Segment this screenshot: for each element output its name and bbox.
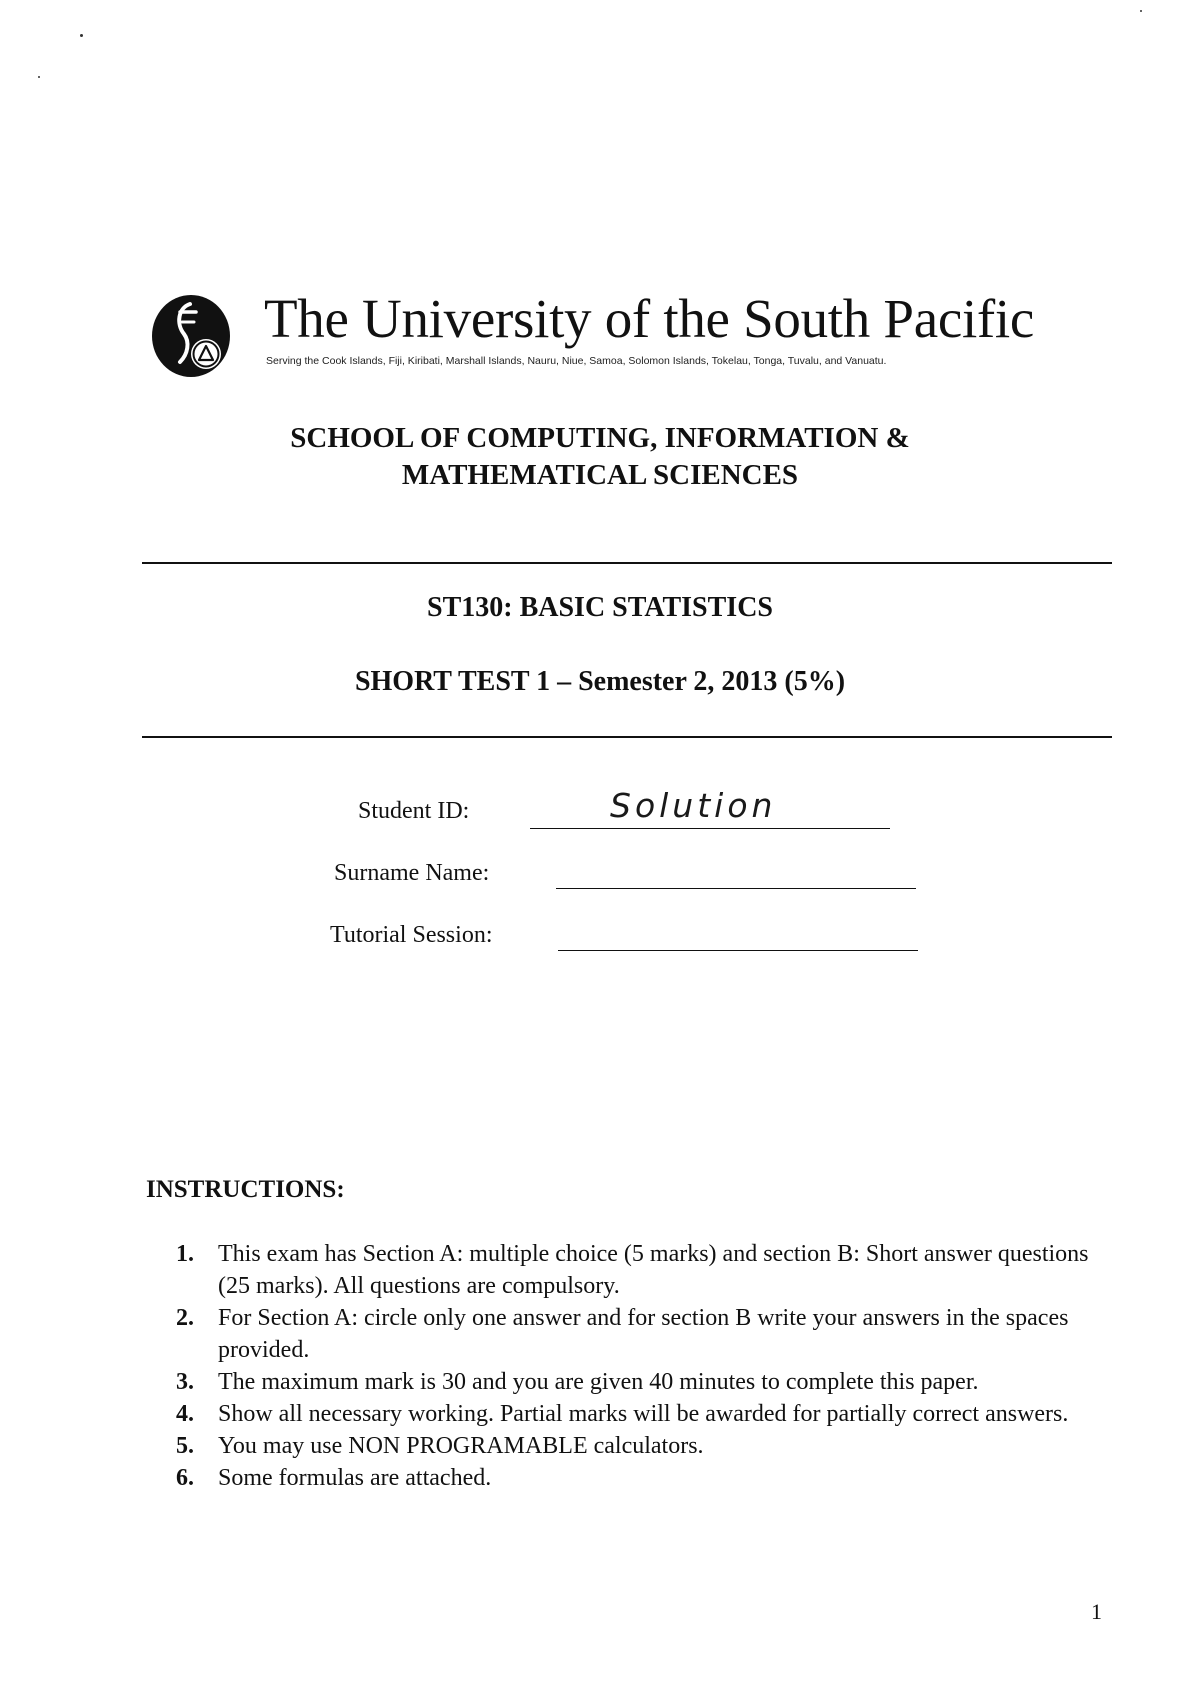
- school-name: [0, 420, 1200, 494]
- university-tagline: Serving the Cook Islands, Fiji, Kiribati, Marshall Islands, Nauru, Niue, Samoa, Solomon Islands, Tokelau, Tonga, Tuvalu, and Vanuatu.: [266, 355, 887, 367]
- tutorial-session-field[interactable]: [558, 950, 918, 951]
- instruction-number: 4.: [176, 1401, 194, 1427]
- instruction-text: For Section A: circle only one answer and for section B write your answers in the spaces provided.: [218, 1305, 1069, 1363]
- student-id-handwritten-value: [610, 786, 820, 830]
- scan-speck: [1140, 10, 1142, 12]
- instruction-number: 5.: [176, 1433, 194, 1459]
- university-header: [150, 288, 1035, 384]
- bottom-divider: [142, 736, 1112, 738]
- instruction-item: [176, 1238, 1106, 1302]
- instruction-text: The maximum mark is 30 and you are given 40 minutes to complete this paper.: [218, 1369, 979, 1395]
- tutorial-session-label: Tutorial Session:: [330, 922, 493, 948]
- instruction-text: Show all necessary working. Partial marks will be awarded for partially correct answers.: [218, 1401, 1069, 1427]
- instruction-number: 3.: [176, 1369, 194, 1395]
- instruction-text: Some formulas are attached.: [218, 1465, 492, 1491]
- instruction-number: 2.: [176, 1305, 194, 1331]
- instructions-heading: INSTRUCTIONS:: [146, 1176, 345, 1203]
- school-name-line-1: SCHOOL OF COMPUTING, INFORMATION &: [290, 422, 910, 454]
- school-name-line-2: MATHEMATICAL SCIENCES: [401, 459, 799, 491]
- instructions-list: [176, 1238, 1106, 1494]
- instruction-item: [176, 1398, 1106, 1430]
- surname-name-field[interactable]: [556, 888, 916, 889]
- instruction-item: [176, 1462, 1106, 1494]
- instruction-number: 6.: [176, 1465, 194, 1491]
- instruction-number: 1.: [176, 1241, 194, 1267]
- page-number: 1: [1091, 1599, 1102, 1624]
- top-divider: [142, 562, 1112, 564]
- course-title: ST130: BASIC STATISTICS: [427, 592, 773, 623]
- student-id-label: Student ID:: [358, 798, 470, 824]
- instruction-text: You may use NON PROGRAMABLE calculators.: [218, 1433, 704, 1459]
- instruction-item: [176, 1302, 1106, 1366]
- surname-name-label: Surname Name:: [334, 860, 490, 886]
- student-id-value: Solution: [610, 786, 777, 825]
- university-logo-icon: [150, 294, 232, 378]
- instruction-text: This exam has Section A: multiple choice (5 marks) and section B: Short answer questions (25 marks). All questions are compulsory.: [218, 1241, 1089, 1299]
- instruction-item: [176, 1430, 1106, 1462]
- test-title: SHORT TEST 1 – Semester 2, 2013 (5%): [354, 666, 846, 697]
- instruction-item: [176, 1366, 1106, 1398]
- university-name: The University of the South Pacific: [264, 288, 1035, 349]
- scan-speck: [80, 34, 83, 37]
- scan-speck: [38, 76, 40, 78]
